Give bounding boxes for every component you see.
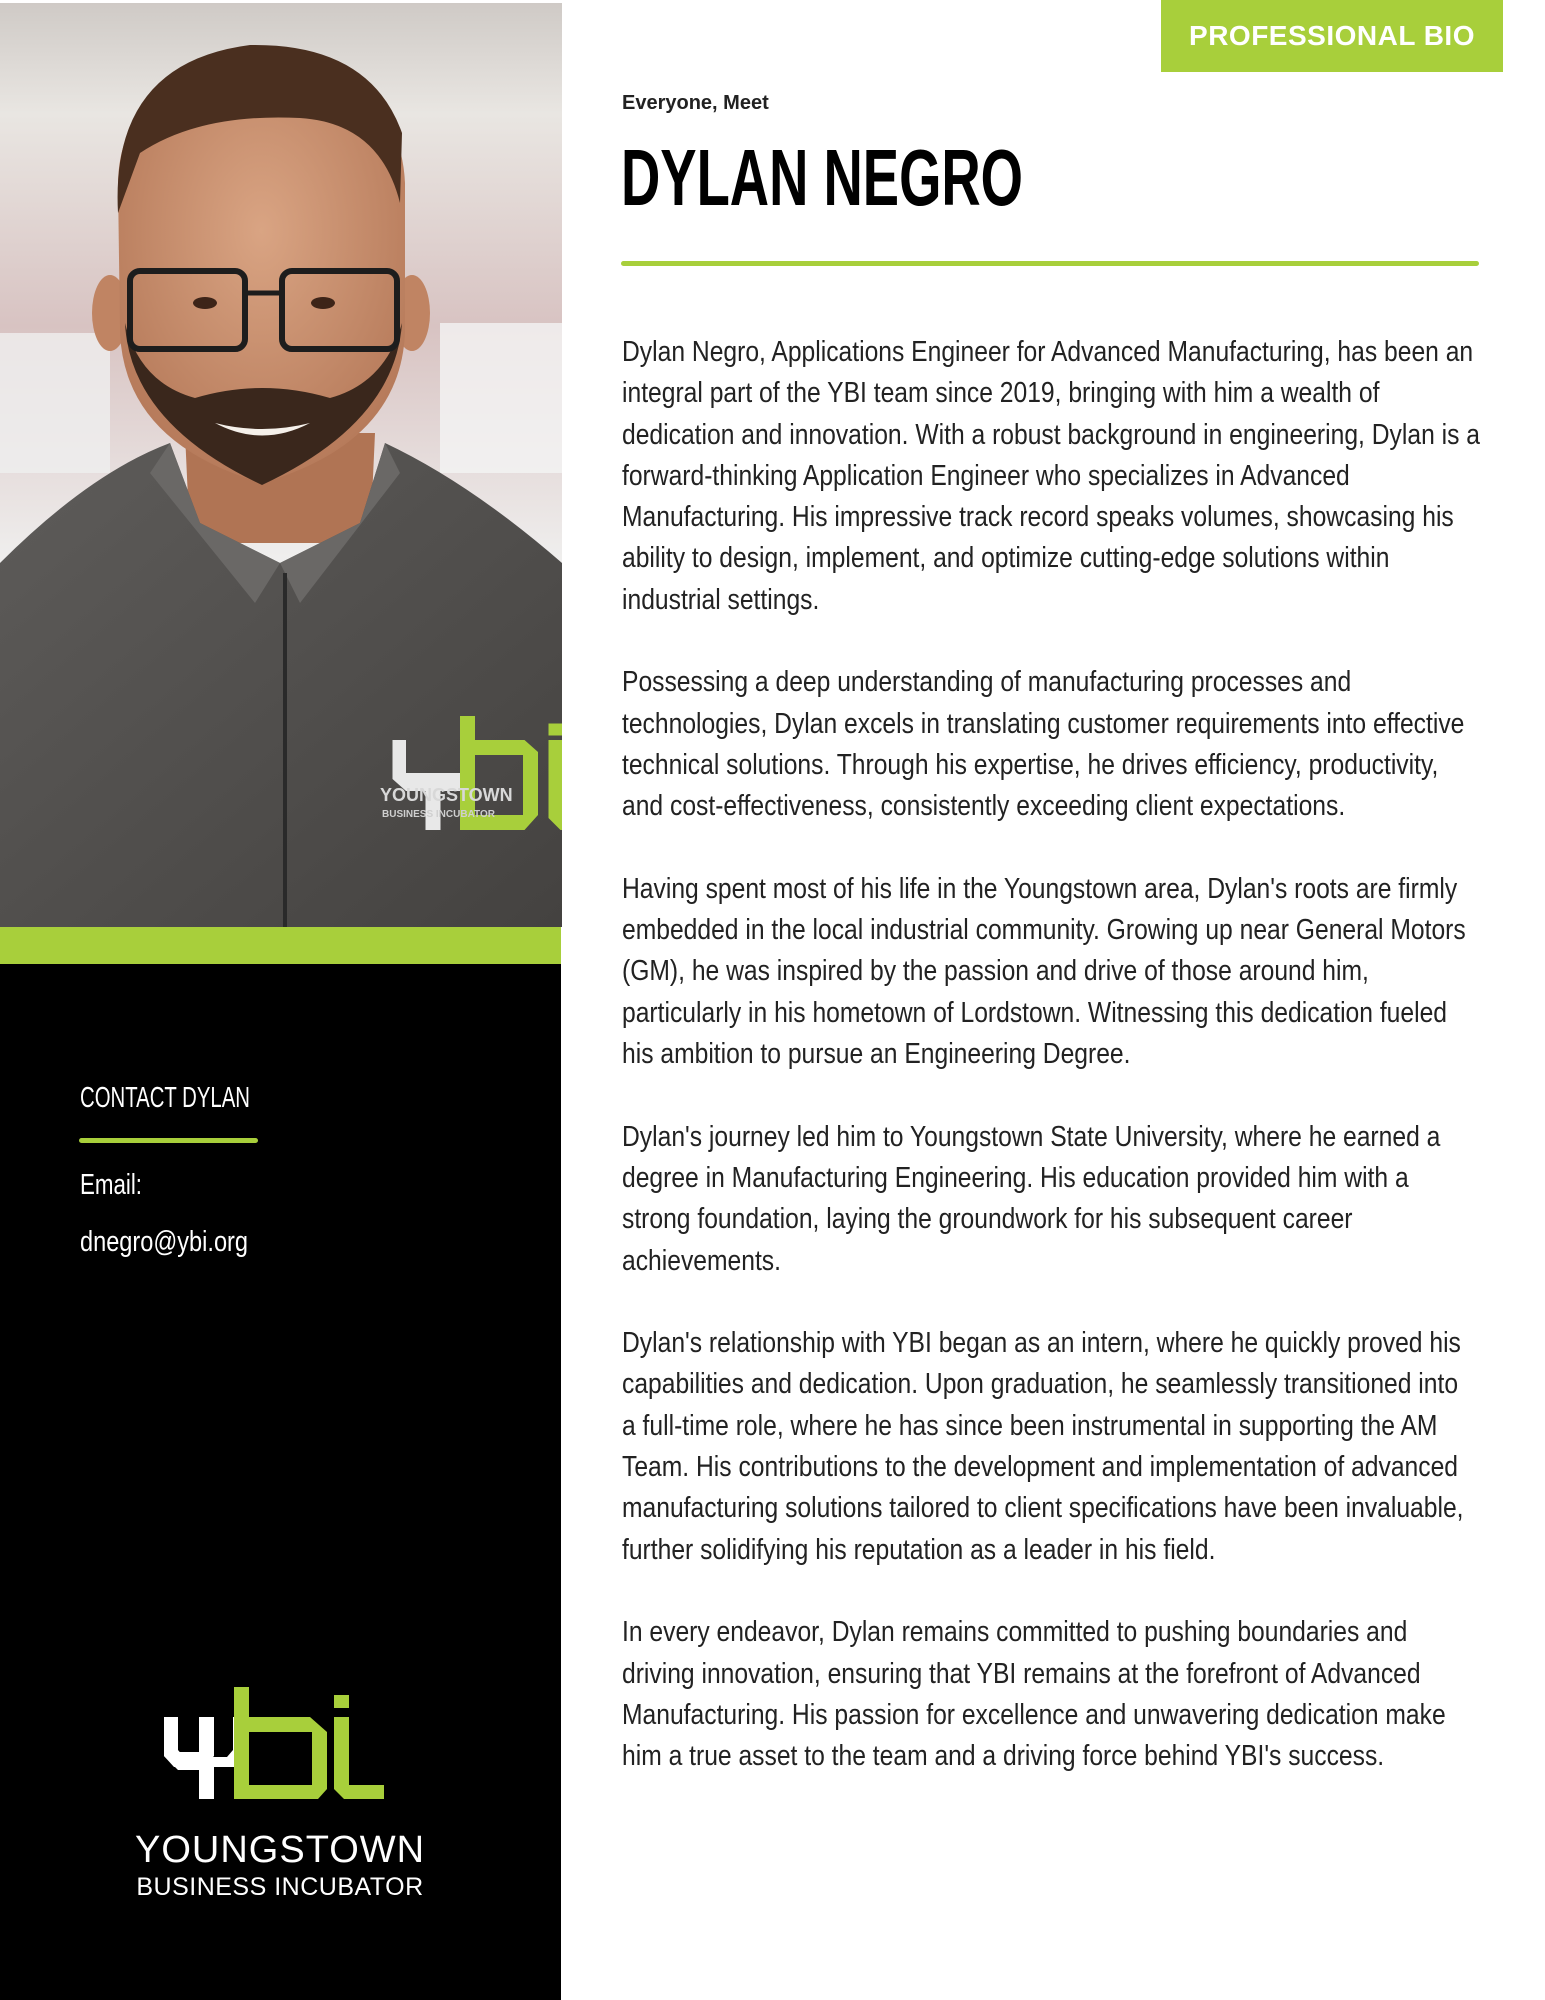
bio-line: ability to design, implement, and optimize cutting-edge solutions within [622,542,1390,575]
bio-paragraph [622,662,1502,827]
logo-wordmark-line1: YOUNGSTOWN [135,1829,426,1871]
photo-eye [193,297,217,309]
portrait-illustration [0,3,562,927]
logo-letter-b [234,1687,327,1799]
bio-line: manufacturing solutions tailored to client specifications have been invaluable, [622,1492,1464,1525]
logo-letter-i-dot [334,1695,349,1708]
contact-title: CONTACT DYLAN [80,1082,250,1114]
bio-line: Having spent most of his life in the Youngstown area, Dylan's roots are firmly [622,872,1458,905]
bio-paragraph [622,869,1502,1075]
photo-background-shelf [0,333,110,473]
bio-line: particularly in his hometown of Lordstown. Witnessing this dedication fueled [622,996,1448,1029]
accent-band [0,927,561,964]
email-label: Email: [80,1169,142,1201]
bio-line: Dylan Negro, Applications Engineer for Advanced Manufacturing, has been an [622,336,1474,368]
bio-line: (GM), he was inspired by the passion and drive of those around him, [622,955,1369,988]
bio-line: industrial settings. [622,583,820,616]
logo-wordmark-line2: BUSINESS INCUBATOR [136,1873,424,1901]
professional-bio-badge: PROFESSIONAL BIO [1161,0,1503,72]
bio-paragraph [622,1117,1502,1282]
contact-divider [79,1138,258,1143]
paragraph-gap [622,1075,1502,1116]
bio-line: Dylan's journey led him to Youngstown State University, where he earned a [622,1120,1441,1153]
ybi-logo-mark [160,1684,388,1804]
bio-line: a full-time role, where he has since been instrumental in supporting the AM [622,1409,1438,1442]
paragraph-gap [622,1282,1502,1323]
profile-photo [0,3,562,927]
bio-line: his ambition to pursue an Engineering Degree. [622,1038,1131,1071]
bio-line: technologies, Dylan excels in translating customer requirements into effective [622,707,1465,740]
bio-line: integral part of the YBI team since 2019, bringing with him a wealth of [622,377,1380,410]
bio-paragraph [622,1323,1502,1571]
bio-line: dedication and innovation. With a robust background in engineering, Dylan is a [622,418,1480,451]
left-column [0,0,561,2000]
bio-paragraph [622,332,1502,621]
bio-line: Possessing a deep understanding of manufacturing processes and [622,666,1352,699]
bio-line: driving innovation, ensuring that YBI remains at the forefront of Advanced [622,1657,1421,1690]
bio-line: achievements. [622,1244,781,1277]
photo-background-shelf [440,323,562,473]
bio-line: technical solutions. Through his expertise, he drives efficiency, productivity, [622,748,1439,781]
bio-line: him a true asset to the team and a driving force behind YBI's success. [622,1740,1385,1773]
shirt-logo-line1: YOUNGSTOWN [380,785,513,805]
bio-line: further solidifying his reputation as a leader in his field. [622,1533,1216,1566]
shirt-logo-line2: BUSINESS INCUBATOR [382,809,495,820]
bio-line: Dylan's relationship with YBI began as an intern, where he quickly proved his [622,1327,1461,1360]
title-divider [621,261,1479,266]
bio-line: Team. His contributions to the development and implementation of advanced [622,1451,1459,1484]
intro-eyebrow: Everyone, Meet [622,92,769,114]
bio-line: Manufacturing. His passion for excellence and unwavering dedication make [622,1698,1446,1731]
bio-line: forward-thinking Application Engineer who specializes in Advanced [622,459,1350,492]
photo-eye [311,297,335,309]
bio-line: Manufacturing. His impressive track record speaks volumes, showcasing his [622,501,1454,534]
bio-line: and cost-effectiveness, consistently exceeding client expectations. [622,790,1346,823]
page-title: DYLAN NEGRO [621,133,1023,222]
bio-line: embedded in the local industrial community. Growing up near General Motors [622,914,1466,947]
bio-paragraph [622,1612,1502,1777]
paragraph-gap [622,621,1502,662]
bio-body [622,332,1502,1777]
paragraph-gap [622,1571,1502,1612]
email-link[interactable]: dnegro@ybi.org [80,1226,248,1258]
bio-line: In every endeavor, Dylan remains committed to pushing boundaries and [622,1616,1408,1649]
logo-letter-i [334,1717,384,1799]
paragraph-gap [622,828,1502,869]
bio-line: strong foundation, laying the groundwork for his subsequent career [622,1203,1353,1236]
bio-line: degree in Manufacturing Engineering. His education provided him with a [622,1161,1409,1194]
bio-line: capabilities and dedication. Upon graduation, he seamlessly transitioned into [622,1368,1459,1401]
